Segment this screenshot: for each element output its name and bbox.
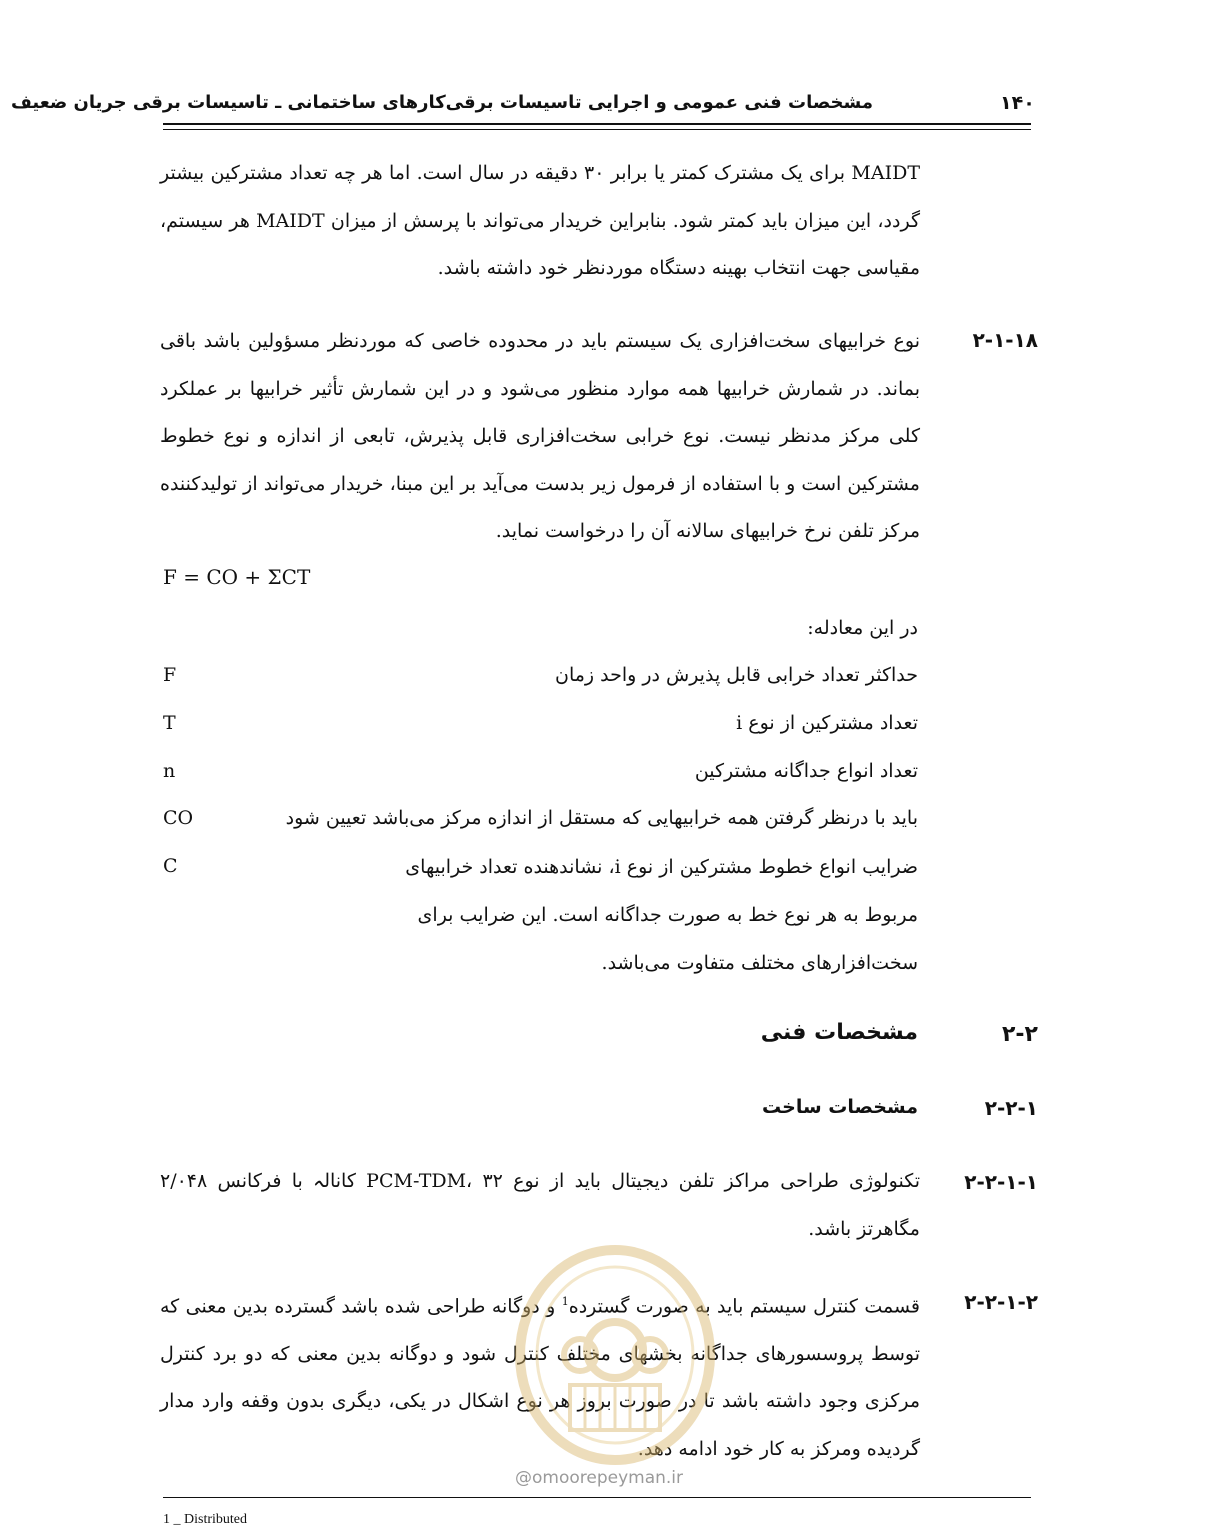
section-2-2-1-1-text: تکنولوژی طراحی مراکز تلفن دیجیتال باید از نوع PCM-TDM، ۳۲ کانالہ با فرکانس ۲/۰۴۸ مگاهرتز باشد. [160, 1170, 920, 1240]
header-rule-thick [163, 123, 1031, 125]
section-number-2-2-1-1: ۲-۲-۱-۱ [964, 1170, 1038, 1194]
variable-symbol: n [163, 760, 176, 782]
section-2-2-1-2-text-start: قسمت کنترل سیستم باید به صورت گسترده [568, 1295, 920, 1318]
section-number-2-2-1-2: ۲-۲-۱-۲ [964, 1290, 1038, 1314]
section-number-2-1-18: ۲-۱-۱۸ [972, 328, 1038, 352]
section-2-1-18-text: نوع خرابیهای سخت‌افزاری یک سیستم باید در محدوده خاصی که موردنظر مسؤولین باشد باقی بماند. در شمارش خرابیها همه موارد منظور می‌شود و در این شمارش تأثیر خرابیها بر عملکرد کلی مرکز مدنظر نیست. نوع خرابی سخت‌افزاری قابل پذیرش، تابعی از اندازه و نوع خطوط مشترکین است و با استفاده از فرمول زیر بدست می‌آید بر این مبنا، خریدار می‌تواند از تولیدکننده مرکز تلفن نرخ خرابیهای سالانه آن را درخواست نماید. [160, 330, 920, 542]
running-header-title: مشخصات فنی عمومی و اجرایی تاسیسات برقی‌کارهای ساختمانی ـ تاسیسات برقی جریان ضعیف [10, 92, 873, 113]
formula: F = CO + ΣCT [163, 565, 311, 589]
header-rule-thin [163, 129, 1031, 130]
watermark-text: @omoorepeyman.ir [515, 1468, 684, 1488]
section-number-2-2-1: ۲-۲-۱ [984, 1096, 1038, 1120]
footnote-reference: 1 [561, 1295, 569, 1308]
page-number: ۱۴۰ [1000, 92, 1035, 114]
footnote-rule [163, 1497, 1031, 1498]
variable-symbol: F [163, 664, 177, 686]
section-number-2-2: ۲-۲ [1002, 1022, 1038, 1047]
variable-symbol: CO [163, 807, 194, 829]
equation-intro: در این معادله: [807, 617, 918, 639]
section-2-2-title: مشخصات فنی [760, 1020, 918, 1045]
variable-symbol: T [163, 712, 176, 734]
section-2-2-1-2-text-rest: و دوگانه طراحی شده باشد گسترده بدین معنی که توسط پروسسورهای جداگانه بخشهای مختلف کنترل شود و دوگانه بدین معنی که دو برد کنترل مرکزی وجود داشته باشد تا در صورت بروز هر نوع اشکال در یکی، دیگری بدون وقفه وارد مدار گردیده ومرکز به کار خود ادامه دهد. [160, 1295, 920, 1460]
watermark-seal-icon [500, 1235, 730, 1475]
intro-paragraph: MAIDT برای یک مشترک کمتر یا برابر ۳۰ دقیقه در سال است. اما هر چه تعداد مشترکین بیشتر گردد، این میزان باید کمتر شود. بنابراین خریدار می‌تواند با پرسش از میزان MAIDT هر سیستم، مقیاسی جهت انتخاب بهینه دستگاه موردنظر خود داشته باشد. [160, 162, 920, 279]
variable-description: حداکثر تعداد خرابی قابل پذیرش در واحد زمان [554, 664, 918, 686]
variable-description: ضرایب انواع خطوط مشترکین از نوع i، نشاندهنده تعداد خرابیهای مربوط به هر نوع خط به صورت جداگانه است. این ضرایب برای سخت‌افزارهای مختلف متفاوت می‌باشد. [405, 856, 918, 974]
variable-description: باید با درنظر گرفتن همه خرابیهایی که مستقل از اندازه مرکز می‌باشد تعیین شود [285, 807, 918, 829]
variable-symbol: C [163, 855, 178, 877]
footnote: 1 _ Distributed [163, 1512, 247, 1527]
variable-description: تعداد مشترکین از نوع i [736, 712, 918, 734]
variable-description: تعداد انواع جداگانه مشترکین [694, 760, 918, 782]
section-2-2-1-title: مشخصات ساخت [762, 1096, 918, 1118]
